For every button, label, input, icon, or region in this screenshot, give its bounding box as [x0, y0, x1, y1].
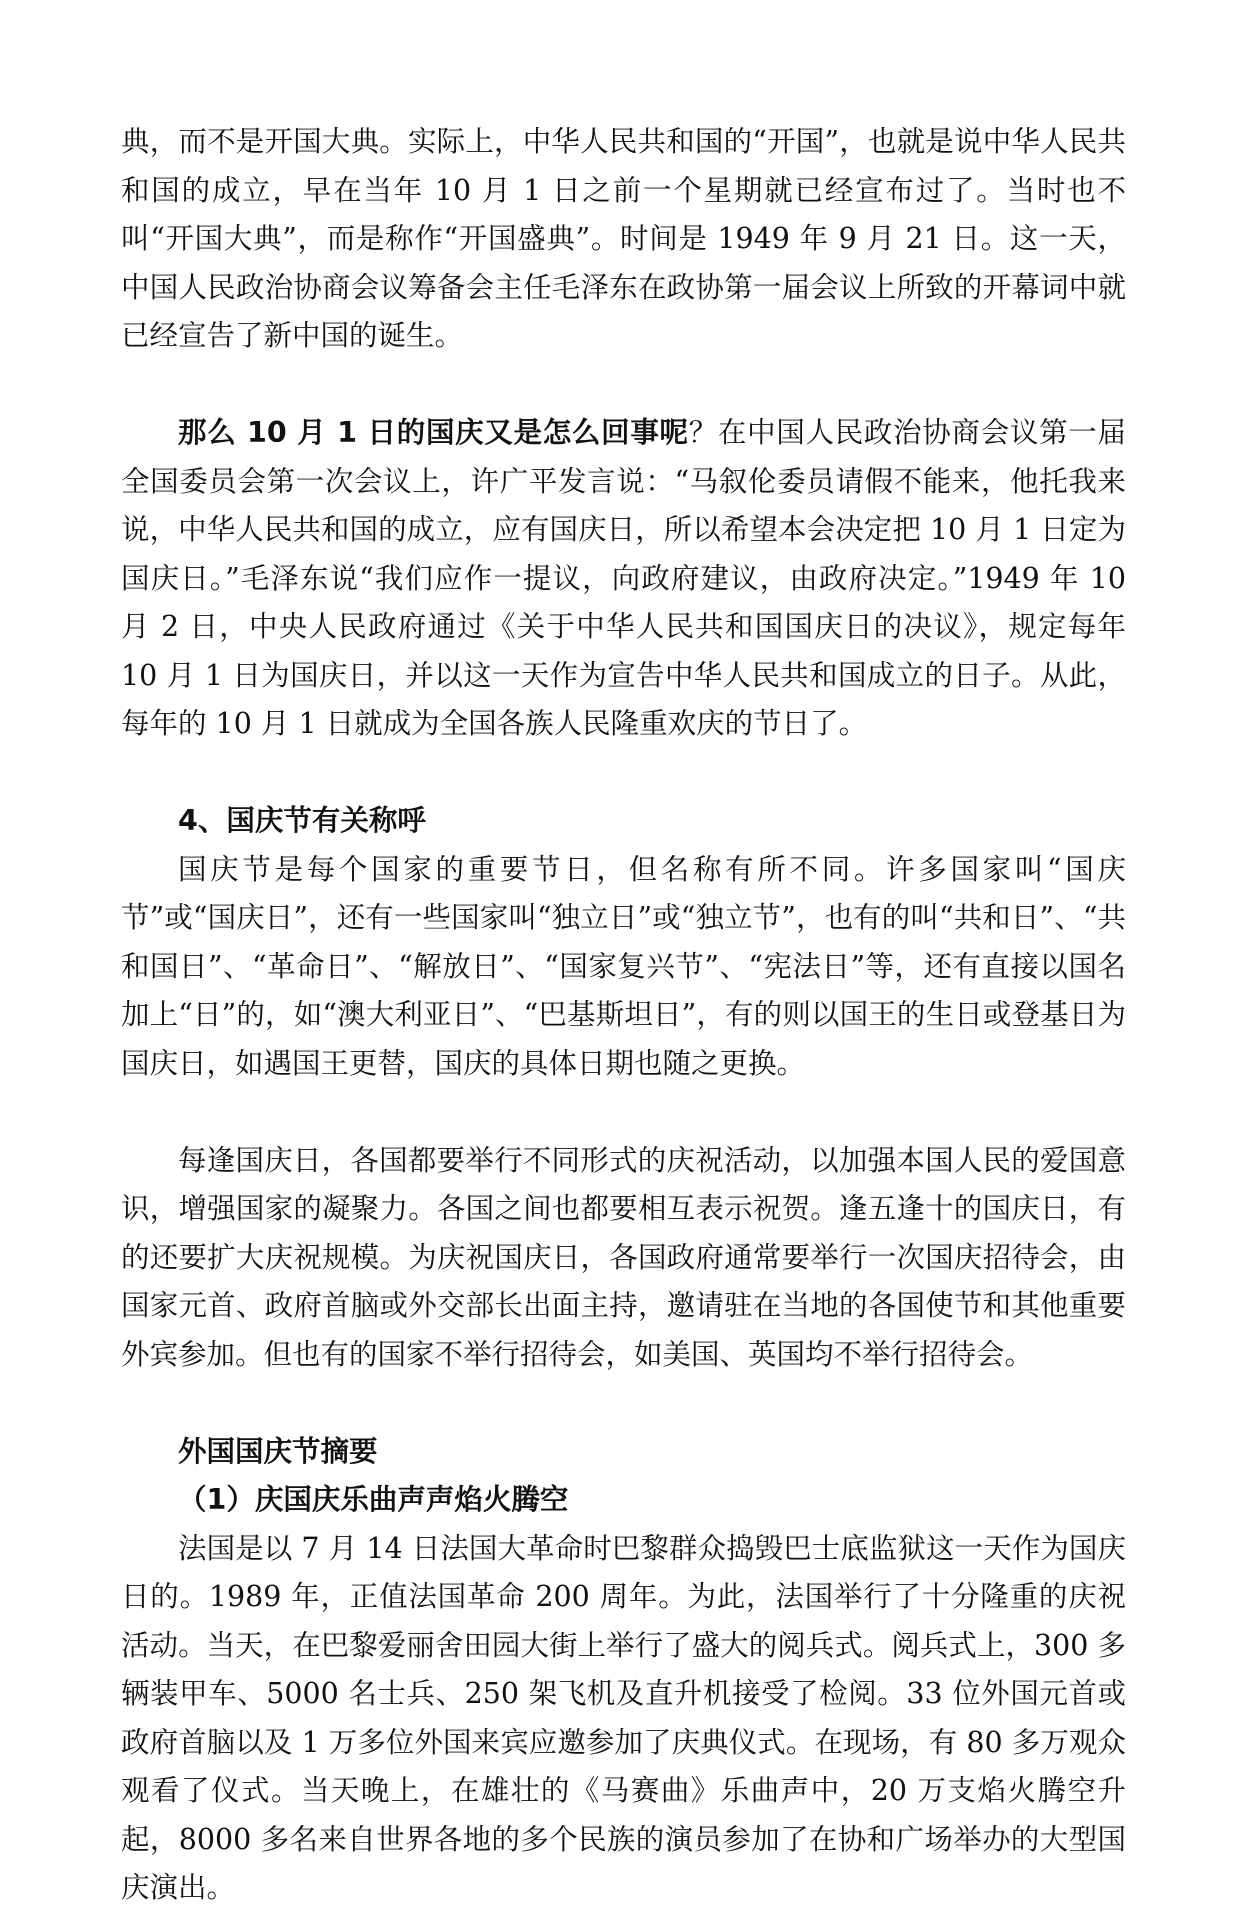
paragraph-lead-question: 那么 10 月 1 日的国庆又是怎么回事呢: [178, 416, 689, 449]
section-heading-names: 4、国庆节有关称呼: [178, 804, 426, 837]
section-heading-foreign: 外国国庆节摘要: [178, 1434, 378, 1468]
paragraph-spacer: [121, 361, 1126, 410]
subsection-heading-france: （1）庆国庆乐曲声声焰火腾空: [178, 1483, 569, 1516]
paragraph-founding-ceremony: 典，而不是开国大典。实际上，中华人民共和国的“开国”，也就是说中华人民共和国的成立，早在当年 10 月 1 日之前一个星期就已经宣布过了。当时也不叫“开国大典”，而是称作“开国盛典”。时间是 1949 年 9 月 21 日。这一天，中国人民政治协商会议筹备会主任毛泽东在政协第一届会议上所致的开幕词中就已经宣告了新中国的诞生。: [121, 125, 1126, 352]
paragraph-national-day-names: 国庆节是每个国家的重要节日，但名称有所不同。许多国家叫“国庆节”或“国庆日”，还有一些国家叫“独立日”或“独立节”，也有的叫“共和日”、“共和国日”、“革命日”、“解放日”、“国家复兴节”、“宪法日”等，还有直接以国名加上“日”的，如“澳大利亚日”、“巴基斯坦日”，有的则以国王的生日或登基日为国庆日，如遇国王更替，国庆的具体日期也随之更换。: [121, 852, 1126, 1080]
document-body: [121, 118, 1126, 1913]
paragraph-body-text: ？在中国人民政治协商会议第一届全国委员会第一次会议上，许广平发言说：“马叙伦委员请假不能来，他托我来说，中华人民共和国的成立，应有国庆日，所以希望本会决定把 10 月 1 日定为国庆日。”毛泽东说“我们应作一提议，向政府建议，由政府决定。”1949 年 10 月 2 日，中央人民政府通过《关于中华人民共和国国庆日的决议》，规定每年 10 月 1 日为国庆日，并以这一天作为宣告中华人民共和国成立的日子。从此，每年的 10 月 1 日就成为全国各族人民隆重欢庆的节日了。: [121, 416, 1126, 740]
paragraph-celebration-activities: 每逢国庆日，各国都要举行不同形式的庆祝活动，以加强本国人民的爱国意识，增强国家的凝聚力。各国之间也都要相互表示祝贺。逢五逢十的国庆日，有的还要扩大庆祝规模。为庆祝国庆日，各国政府通常要举行一次国庆招待会，由国家元首、政府首脑或外交部长出面主持，邀请驻在当地的各国使节和其他重要外宾参加。但也有的国家不举行招待会，如美国、英国均不举行招待会。: [121, 1143, 1126, 1371]
paragraph-spacer: [121, 1379, 1126, 1428]
paragraph-france-bastille-day: 法国是以 7 月 14 日法国大革命时巴黎群众捣毁巴士底监狱这一天作为国庆日的。1989 年，正值法国革命 200 周年。为此，法国举行了十分隆重的庆祝活动。当天，在巴黎爱丽舍田园大街上举行了盛大的阅兵式。阅兵式上，300 多辆装甲车、5000 名士兵、250 架飞机及直升机接受了检阅。33 位外国元首或政府首脑以及 1 万多位外国来宾应邀参加了庆典仪式。在现场，有 80 多万观众观看了仪式。当天晚上，在雄壮的《马赛曲》乐曲声中，20 万支焰火腾空升起，8000 多名来自世界各地的多个民族的演员参加了在协和广场举办的大型国庆演出。: [121, 1531, 1126, 1904]
paragraph-national-day-origin: [121, 409, 1126, 749]
paragraph-spacer: [121, 1088, 1126, 1137]
paragraph-spacer: [121, 749, 1126, 798]
